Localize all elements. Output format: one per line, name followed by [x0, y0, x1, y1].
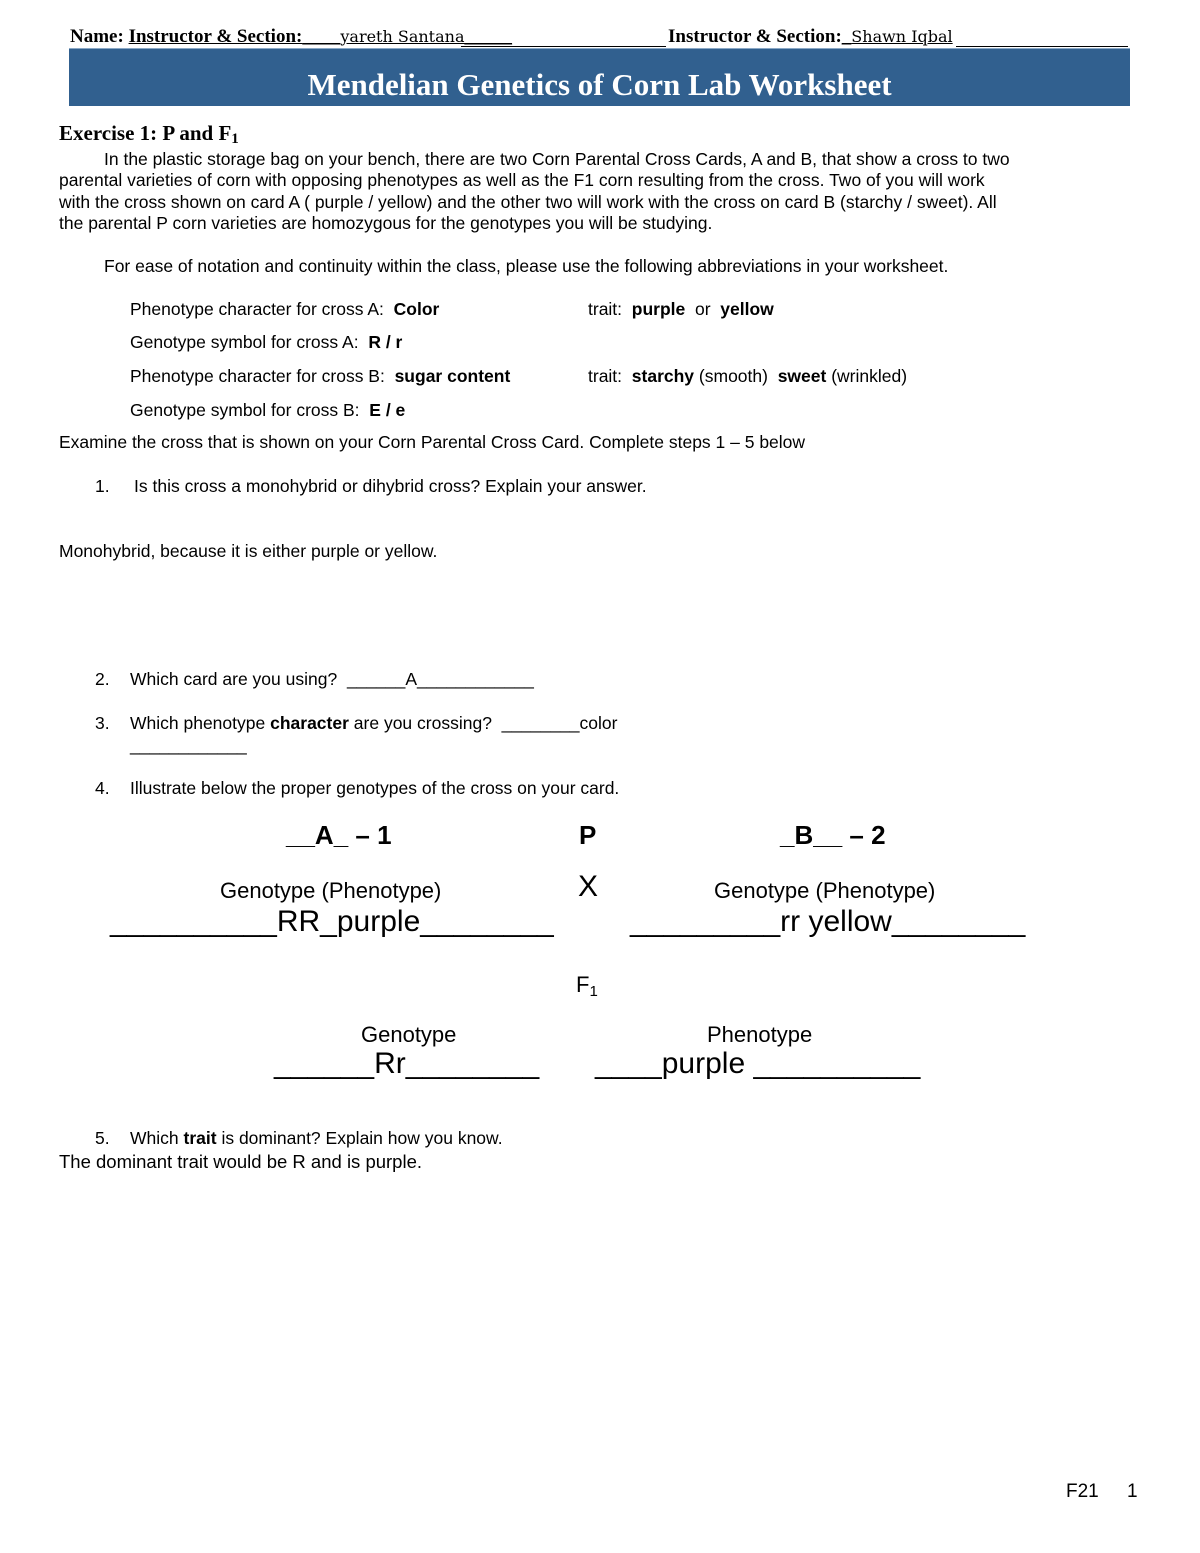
parent-1-answer: __________RR_purple________: [110, 905, 554, 938]
abbrev-row-1: Phenotype character for cross A: Color: [130, 299, 440, 319]
worksheet-title: Mendelian Genetics of Corn Lab Worksheet: [307, 67, 892, 102]
q3-number: 3.: [95, 713, 110, 733]
abbrev-row-1-trait: trait: purple or yellow: [588, 299, 774, 319]
footer-code: F21: [1066, 1481, 1099, 1502]
q1-answer: Monohybrid, because it is either purple or yellow.: [59, 541, 438, 561]
name-underline: [461, 46, 666, 47]
title-banner: [69, 48, 1130, 106]
abbrev-row-4: Genotype symbol for cross B: E / e: [130, 400, 406, 420]
q1-number: 1.: [95, 476, 110, 496]
instructor-value: Shawn Iqbal: [851, 27, 953, 46]
intro-line-2: parental varieties of corn with opposing phenotypes as well as the F1 corn resulting from the cross. Two of you will work: [59, 170, 985, 190]
f1-phenotype-answer: ____purple __________: [595, 1047, 921, 1080]
intro-line-1: In the plastic storage bag on your bench, there are two Corn Parental Cross Cards, A and B, that show a cross to two: [104, 149, 1010, 169]
instructor-label-2: Instructor & Section:: [668, 26, 842, 47]
header-line: Name: Instructor & Section:____yareth Santana_____: [70, 26, 512, 47]
f1-generation-label: F1: [576, 972, 598, 1000]
f1-genotype-caption: Genotype: [361, 1022, 457, 1047]
exercise-title: Exercise 1: P and F1: [59, 121, 239, 147]
q3-answer: ________color: [501, 713, 618, 733]
q3-line-2: ____________: [130, 735, 247, 755]
parent-2-answer: _________rr yellow________: [630, 905, 1026, 938]
parent-1-caption: Genotype (Phenotype): [220, 878, 442, 903]
name-label: Name:: [70, 26, 124, 47]
notation-intro: For ease of notation and continuity within the class, please use the following abbreviations in your worksheet.: [104, 256, 949, 276]
instructor-underline: [956, 46, 1128, 47]
parent-2-caption: Genotype (Phenotype): [714, 878, 936, 903]
page-number: 1: [1127, 1481, 1138, 1502]
parent-1-heading: __A_ – 1: [286, 820, 392, 850]
p-generation-label: P: [579, 820, 597, 850]
q5-line: Which trait is dominant? Explain how you know.: [130, 1128, 503, 1148]
q2-answer: ______A____________: [346, 669, 534, 689]
intro-line-3: with the cross shown on card A ( purple / yellow) and the other two will work with the cross on card B (starchy / sweet). All: [59, 192, 997, 212]
f1-genotype-answer: ______Rr________: [274, 1047, 540, 1080]
abbrev-row-3: Phenotype character for cross B: sugar content: [130, 366, 511, 386]
q2-line: Which card are you using? ______A____________: [130, 669, 534, 689]
q4-number: 4.: [95, 778, 110, 798]
q1-text: Is this cross a monohybrid or dihybrid cross? Explain your answer.: [134, 476, 647, 496]
instructor-block: Instructor & Section:_Shawn Iqbal: [668, 26, 953, 47]
cross-x-label: X: [578, 870, 599, 903]
examine-instruction: Examine the cross that is shown on your Corn Parental Cross Card. Complete steps 1 – 5 below: [59, 432, 806, 452]
student-name-value: yareth Santana: [340, 27, 465, 46]
q4-text: Illustrate below the proper genotypes of the cross on your card.: [130, 778, 620, 798]
q3-line: Which phenotype character are you crossing? ________color: [130, 713, 618, 733]
q2-number: 2.: [95, 669, 110, 689]
abbrev-row-2: Genotype symbol for cross A: R / r: [130, 332, 403, 352]
f1-phenotype-caption: Phenotype: [707, 1022, 813, 1047]
q5-number: 5.: [95, 1128, 110, 1148]
abbrev-row-3-trait: trait: starchy (smooth) sweet (wrinkled): [588, 366, 908, 386]
instructor-label-1: Instructor & Section:: [128, 26, 303, 47]
parent-2-heading: _B__ – 2: [780, 820, 886, 850]
q5-answer: The dominant trait would be R and is purple.: [59, 1151, 423, 1172]
intro-line-4: the parental P corn varieties are homozygous for the genotypes you will be studying.: [59, 213, 713, 233]
